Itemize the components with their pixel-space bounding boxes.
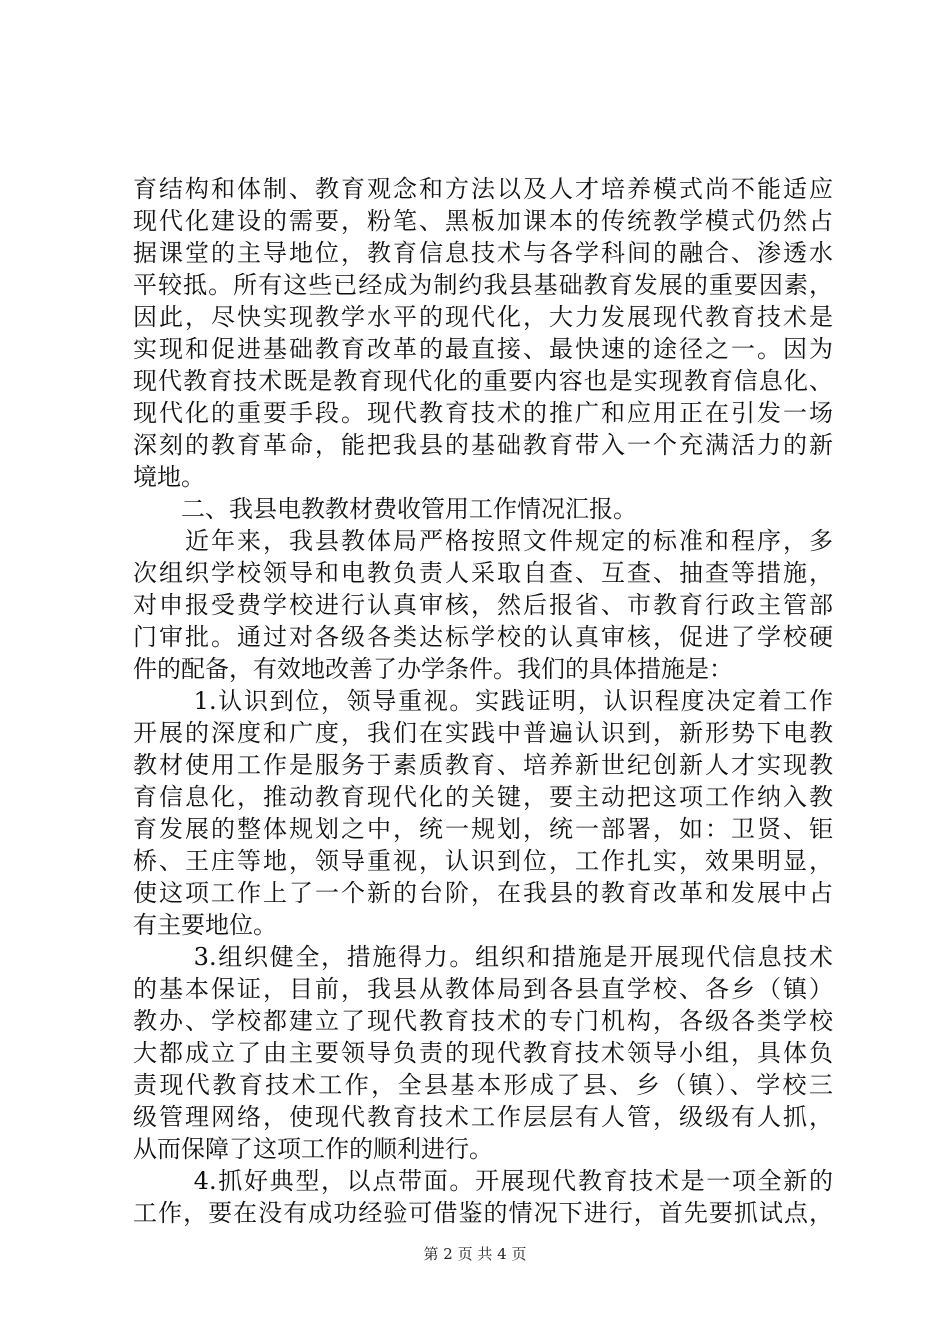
text-line: 3.组织健全，措施得力。组织和措施是开展现代信息技术	[133, 943, 833, 971]
text-line: 件的配备，有效地改善了办学条件。我们的具体措施是：	[133, 655, 733, 683]
text-line: 境地。	[133, 463, 205, 491]
text-line: 大都成立了由主要领导负责的现代教育技术领导小组，具体负	[133, 1039, 833, 1067]
section-heading: 二、我县电教教材费收管用工作情况汇报。	[133, 495, 637, 523]
text-line: 1.认识到位，领导重视。实践证明，认识程度决定着工作	[133, 687, 833, 715]
text-line: 从而保障了这项工作的顺利进行。	[133, 1135, 493, 1163]
text-line: 近年来，我县教体局严格按照文件规定的标准和程序，多	[133, 527, 833, 555]
text-line: 实现和促进基础教育改革的最直接、最快速的途径之一。因为	[133, 335, 833, 363]
text-line: 现代化建设的需要，粉笔、黑板加课本的传统教学模式仍然占	[133, 207, 833, 235]
text-line: 因此，尽快实现教学水平的现代化，大力发展现代教育技术是	[133, 303, 833, 331]
text-line: 现代教育技术既是教育现代化的重要内容也是实现教育信息化、	[133, 367, 833, 395]
text-line: 据课堂的主导地位，教育信息技术与各学科间的融合、渗透水	[133, 239, 833, 267]
text-line: 级管理网络，使现代教育技术工作层层有人管，级级有人抓，	[133, 1103, 833, 1131]
text-line: 现代化的重要手段。现代教育技术的推广和应用正在引发一场	[133, 399, 833, 427]
text-line: 对申报受费学校进行认真审核，然后报省、市教育行政主管部	[133, 591, 833, 619]
text-line: 育结构和体制、教育观念和方法以及人才培养模式尚不能适应	[133, 175, 833, 203]
page-number-footer: 第 2 页 共 4 页	[423, 1245, 527, 1263]
text-line: 教材使用工作是服务于素质教育、培养新世纪创新人才实现教	[133, 751, 833, 779]
text-line: 开展的深度和广度，我们在实践中普遍认识到，新形势下电教	[133, 719, 833, 747]
text-line: 有主要地位。	[133, 911, 277, 939]
text-line: 使这项工作上了一个新的台阶，在我县的教育改革和发展中占	[133, 879, 833, 907]
text-line: 的基本保证，目前，我县从教体局到各县直学校、各乡（镇）	[133, 975, 833, 1003]
text-line: 4.抓好典型，以点带面。开展现代教育技术是一项全新的	[133, 1167, 833, 1195]
text-line: 门审批。通过对各级各类达标学校的认真审核，促进了学校硬	[133, 623, 833, 651]
text-line: 育信息化，推动教育现代化的关键，要主动把这项工作纳入教	[133, 783, 833, 811]
text-line: 次组织学校领导和电教负责人采取自查、互查、抽查等措施，	[133, 559, 833, 587]
text-line: 深刻的教育革命，能把我县的基础教育带入一个充满活力的新	[133, 431, 833, 459]
text-line: 育发展的整体规划之中，统一规划，统一部署，如：卫贤、钜	[133, 815, 833, 843]
text-line: 工作，要在没有成功经验可借鉴的情况下进行，首先要抓试点，	[133, 1199, 833, 1227]
text-line: 责现代教育技术工作，全县基本形成了县、乡（镇）、学校三	[133, 1071, 833, 1099]
text-line: 教办、学校都建立了现代教育技术的专门机构，各级各类学校	[133, 1007, 833, 1035]
text-line: 桥、王庄等地，领导重视，认识到位，工作扎实，效果明显，	[133, 847, 833, 875]
text-line: 平较抵。所有这些已经成为制约我县基础教育发展的重要因素，	[133, 271, 833, 299]
